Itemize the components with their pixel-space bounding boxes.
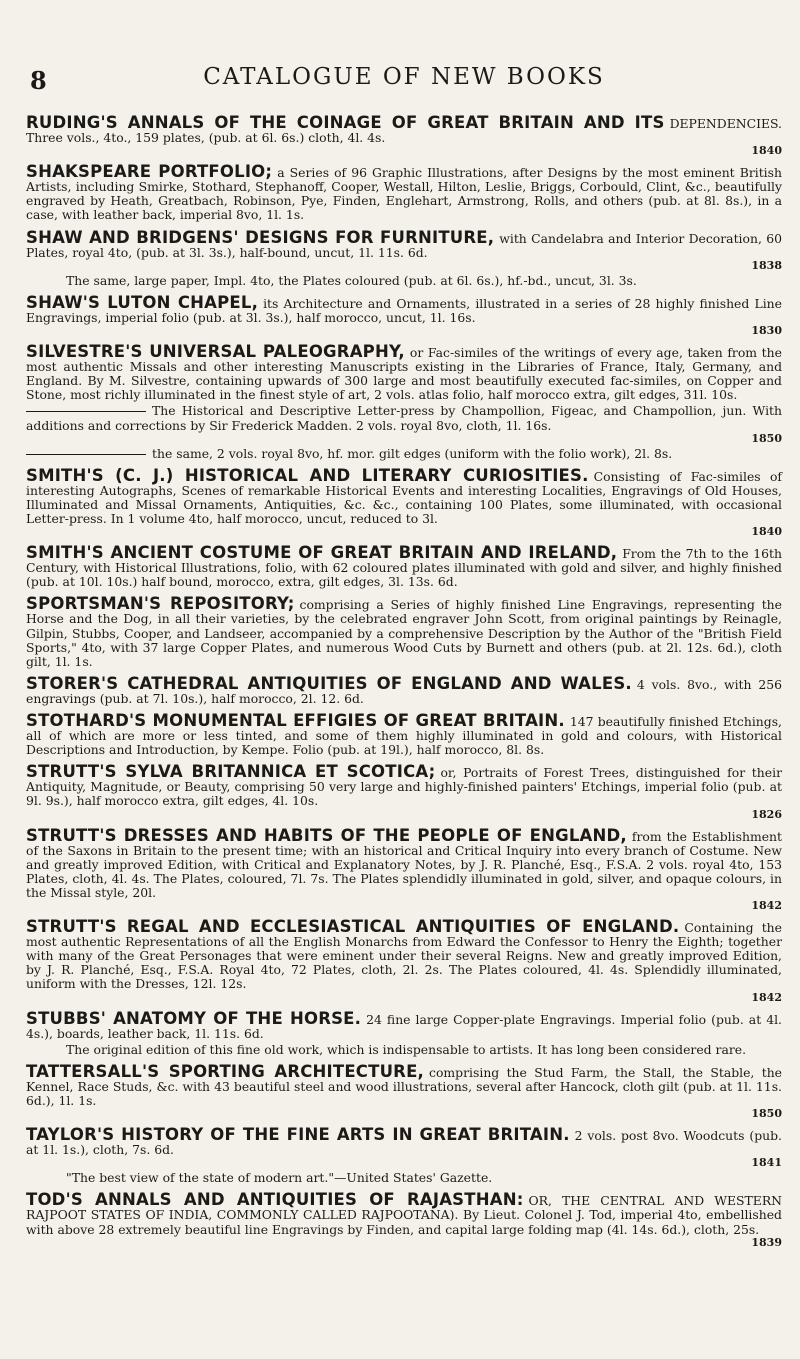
entry-heading: STRUTT'S SYLVA BRITANNICA ET SCOTICA;	[26, 762, 436, 782]
catalogue-entry-sportsman	[26, 594, 782, 669]
running-head: CATALOGUE OF NEW BOOKS	[203, 64, 605, 90]
entry-heading: SHAKSPEARE PORTFOLIO;	[26, 162, 273, 182]
entry-heading: STORER'S CATHEDRAL ANTIQUITIES OF ENGLAND AND WALES.	[26, 673, 632, 693]
entry-heading: TAYLOR'S HISTORY OF THE FINE ARTS IN GREAT BRITAIN.	[26, 1125, 570, 1145]
entry-body: comprising a Series of highly finished Line Engravings, representing the Horse and the Dog, in all their varieties, by the celebrated engraver John Scott, from original paintings by Reinagle, Gilpin, Stubbs, Cooper, and Landseer, accompanied by a comprehensive Description by the Author of the "British Field Sports," 4to, with 37 large Copper Plates, and numerous Wood Cuts by Burnett and others (pub. at 2l. 12s. 6d.), cloth gilt, 1l. 1s.	[26, 597, 782, 669]
entry-date: 1842	[751, 899, 782, 913]
entry-body: a Series of 96 Graphic Illustrations, after Designs by the most eminent British Artists, including Smirke, Stothard, Stephanoff, Cooper, Westall, Hilton, Leslie, Briggs, Corbould, Clint, &c., beautifully engraved by Heath, Greatbach, Robinson, Pye, Finden, Englehart, Armstrong, Rolls, and others (pub. at 8l. 8s.), in a case, with leather back, imperial 8vo, 1l. 1s.	[26, 165, 782, 223]
entry-heading: SPORTSMAN'S REPOSITORY;	[26, 594, 295, 614]
entry-body: the same, 2 vols. royal 8vo, hf. mor. gilt edges (uniform with the folio work), 2l. 8s.	[152, 445, 673, 461]
catalogue-entry-storer	[26, 673, 782, 706]
entry-heading: STUBBS' ANATOMY OF THE HORSE.	[26, 1008, 362, 1028]
ditto-rule	[26, 411, 146, 412]
entry-body: Containing the most authentic Representations of all the English Monarchs from Edward the Confessor to Henry the Eighth; together with many of the Great Personages that were eminent under their several Reigns. New and greatly improved Edition, by J. R. Planché, Esq., F.S.A. Royal 4to, 72 Plates, cloth, 2l. 2s. The Plates coloured, 4l. 4s. Splendidly illuminated, uniform with the Dresses, 12l. 12s.	[26, 920, 782, 992]
entry-body: The original edition of this fine old work, which is indispensable to artists. It has long been considered rare.	[66, 1041, 747, 1057]
entry-heading: STOTHARD'S MONUMENTAL EFFIGIES OF GREAT BRITAIN.	[26, 711, 565, 730]
catalogue-subentry	[26, 1043, 782, 1057]
catalogue-entry-shaw-bridgens	[26, 227, 782, 272]
entry-list	[26, 113, 783, 1249]
entry-heading: RUDING'S ANNALS OF THE COINAGE OF GREAT BRITAIN AND ITS	[26, 113, 665, 132]
entry-body: or, Portraits of Forest Trees, distinguished for their Antiquity, Magnitude, or Beauty, comprising 50 very large and highly-finished painters' Etchings, imperial folio (pub. at 9l. 9s.), half morocco extra, gilt edges, 4l. 10s.	[26, 765, 782, 809]
entry-heading: SMITH'S (C. J.) HISTORICAL AND LITERARY CURIOSITIES.	[26, 465, 589, 485]
catalogue-entry-stubbs	[26, 1008, 782, 1041]
catalogue-entry-tattersall	[26, 1061, 783, 1121]
catalogue-entry-shakspeare	[26, 162, 782, 223]
entry-date: 1841	[751, 1156, 782, 1170]
catalogue-entry-tod	[26, 1190, 782, 1249]
entry-body: The Historical and Descriptive Letter-press by Champollion, Figeac, and Champollion, jun. With additions and corrections by Sir Frederick Madden. 2 vols. royal 8vo, cloth, 1l. 16s.	[26, 403, 782, 433]
catalogue-subentry	[26, 1171, 782, 1185]
catalogue-entry-strutt-dresses	[26, 825, 782, 913]
entry-heading: TOD'S ANNALS AND ANTIQUITIES OF RAJASTHAN:	[26, 1190, 524, 1210]
entry-date: 1826	[751, 807, 782, 821]
entry-heading: STRUTT'S DRESSES AND HABITS OF THE PEOPLE OF ENGLAND,	[26, 825, 627, 845]
catalogue-entry-taylor	[26, 1125, 782, 1170]
page-number: 8	[30, 66, 47, 95]
entry-date: 1850	[751, 431, 782, 445]
entry-date: 1839	[751, 1235, 782, 1249]
entry-body: DEPENDENCIES. Three vols., 4to., 159 plates, (pub. at 6l. 6s.) cloth, 4l. 4s.	[26, 116, 782, 146]
entry-heading: SHAW AND BRIDGENS' DESIGNS FOR FURNITURE,	[26, 227, 495, 247]
entry-quote: "The best view of the state of modern art."—United States' Gazette.	[66, 1170, 493, 1186]
entry-body: 2 vols. post 8vo. Woodcuts (pub. at 1l. 1s.), cloth, 7s. 6d.	[26, 1128, 782, 1158]
entry-date: 1850	[751, 1107, 782, 1121]
catalogue-entry-ruding	[26, 113, 782, 158]
entry-body: 4 vols. 8vo., with 256 engravings (pub. at 7l. 10s.), half morocco, 2l. 12. 6d.	[26, 676, 782, 706]
entry-heading: STRUTT'S REGAL AND ECCLESIASTICAL ANTIQUITIES OF ENGLAND.	[26, 917, 680, 937]
entry-body: 147 beautifully finished Etchings, all of which are more or less tinted, and some of them highly illuminated in gold and colours, with Historical Descriptions and Introduction, by Kempe. Folio (pub. at 19l.), half morocco, 8l. 8s.	[26, 714, 782, 758]
catalogue-entry-strutt-sylva	[26, 762, 782, 821]
entry-date: 1830	[751, 324, 782, 338]
entry-body: 24 fine large Copper-plate Engravings. Imperial folio (pub. at 4l. 4s.), boards, leather back, 1l. 11s. 6d.	[26, 1011, 782, 1041]
entry-body: or Fac-similes of the writings of every age, taken from the most authentic Missals and other interesting Manuscripts existing in the Libraries of France, Italy, Germany, and England. By M. Silvestre, containing upwards of 300 large and most beautifully executed fac-similes, on Copper and Stone, most richly illuminated in the finest style of art, 2 vols. atlas folio, half morocco extra, gilt edges, 31l. 10s.	[26, 345, 782, 403]
entry-body: OR, THE CENTRAL AND WESTERN RAJPOOT STATES OF INDIA, COMMONLY CALLED RAJPOOTANA). By Lieut. Colonel J. Tod, imperial 4to, embellished with above 28 extremely beautiful line Engravings by Finden, and capital large folding map (4l. 14s. 6d.), cloth, 25s.	[26, 1193, 782, 1237]
entry-date: 1838	[751, 258, 782, 272]
ditto-rule	[26, 454, 146, 455]
entry-body: From the 7th to the 16th Century, with Historical Illustrations, folio, with 62 coloured plates illuminated with gold and silver, and highly finished (pub. at 10l. 10s.) half bound, morocco, extra, gilt edges, 3l. 13s. 6d.	[26, 546, 783, 590]
entry-date: 1840	[751, 144, 782, 158]
entry-heading: SMITH'S ANCIENT COSTUME OF GREAT BRITAIN AND IRELAND,	[26, 543, 618, 563]
entry-body: The same, large paper, Impl. 4to, the Plates coloured (pub. at 6l. 6s.), hf.-bd., uncut, 3l. 3s.	[66, 272, 637, 288]
entry-body: its Architecture and Ornaments, illustrated in a series of 28 highly finished Line Engravings, imperial folio (pub. at 3l. 3s.), half morocco, uncut, 1l. 16s.	[26, 295, 782, 325]
catalogue-subentry	[26, 274, 782, 288]
entry-body: comprising the Stud Farm, the Stall, the Stable, the Kennel, Race Studs, &c. with 43 beautiful steel and wood illustrations, several after Hancock, cloth gilt (pub. at 1l. 11s. 6d.), 1l. 1s.	[26, 1064, 783, 1108]
entry-date: 1842	[751, 990, 782, 1004]
catalogue-entry-smith-costume	[26, 543, 783, 590]
catalogue-entry-smith-curiosities	[26, 465, 782, 539]
entry-date: 1840	[751, 525, 782, 539]
entry-heading: SILVESTRE'S UNIVERSAL PALEOGRAPHY,	[26, 342, 405, 362]
catalogue-entry-stothard	[26, 711, 782, 758]
catalogue-entry-strutt-regal	[26, 917, 782, 1004]
entry-body: from the Establishment of the Saxons in Britain to the present time; with an historical and Critical Inquiry into every branch of Costume. New and greatly improved Edition, with Critical and Explanatory Notes, by J. R. Planché, Esq., F.S.A. 2 vols. royal 4to, 153 Plates, cloth, 4l. 4s. The Plates, coloured, 7l. 7s. The Plates splendidly illuminated in gold, silver, and opaque colours, in the Missal style, 20l.	[26, 828, 782, 900]
entry-body: Consisting of Fac-similes of interesting Autographs, Scenes of remarkable Historical Events and interesting Localities, Engravings of Old Houses, Illuminated and Missal Ornaments, Antiquities, &c. &c., containing 100 Plates, some illuminated, with occasional Letter-press. In 1 volume 4to, half morocco, uncut, reduced to 3l.	[26, 468, 782, 526]
catalogue-entry-shaw-luton	[26, 292, 782, 338]
catalogue-entry-silvestre	[26, 342, 782, 403]
entry-body: with Candelabra and Interior Decoration, 60 Plates, royal 4to, (pub. at 3l. 3s.), half-bound, uncut, 1l. 11s. 6d.	[26, 230, 782, 260]
entry-heading: TATTERSALL'S SPORTING ARCHITECTURE,	[26, 1061, 425, 1081]
catalogue-subentry	[26, 447, 782, 461]
catalogue-subentry	[26, 404, 782, 444]
entry-heading: SHAW'S LUTON CHAPEL,	[26, 292, 259, 312]
